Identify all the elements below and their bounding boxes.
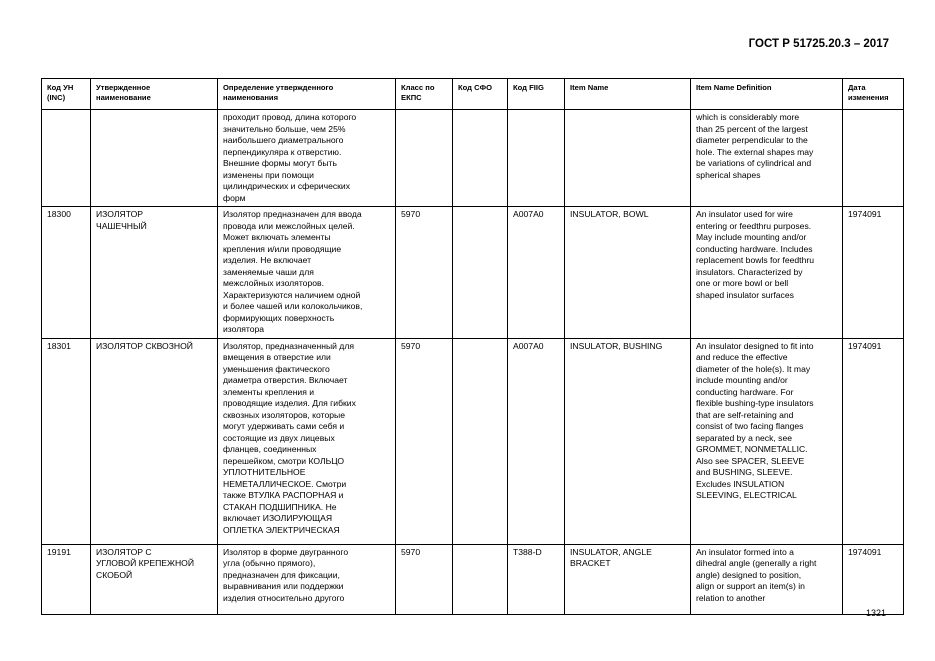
item-definition-cell: An insulator designed to fit into and reduce the effective diameter of the hole(s). It may include mounting and/or conducting hardware. For flexible bushing-type insulators that are self-retaining and consist of two facing flanges separated by a neck, see GROMMET, NONMETALLIC. Also see SPACER, SLEEVE and BUSHING, SLEEVE. Excludes INSULATION SLEEVING, ELECTRICAL [691, 338, 843, 544]
definition-ru-cell: Изолятор предназначен для ввода провода или межслойных целей. Может включать элементы крепления и/или проводящие изделия. Не включает заменяемые чаши для межслойных изоляторов. Характеризуются наличием одной и более чашей или колокольчиков, формирующих поверхность изолятора [218, 207, 396, 339]
approved-name-cell: ИЗОЛЯТОР СКВОЗНОЙ [91, 338, 218, 544]
ekps-class-cell: 5970 [396, 338, 453, 544]
table-row [42, 207, 904, 339]
approved-name-cell: ИЗОЛЯТОР С УГЛОВОЙ КРЕПЕЖНОЙ СКОБОЙ [91, 544, 218, 614]
ekps-class-cell: 5970 [396, 544, 453, 614]
column-header: Определение утвержденного наименования [218, 79, 396, 110]
standard-header: ГОСТ Р 51725.20.3 – 2017 [748, 38, 889, 50]
fiig-code-cell: A007A0 [508, 338, 565, 544]
fiig-code-cell [508, 110, 565, 207]
item-definition-cell: An insulator used for wire entering or feedthru purposes. May include mounting and/or conducting hardware. Includes replacement bowls for feedthru insulators. Characterized by one or more bowl or bell shaped insulator surfaces [691, 207, 843, 339]
definition-ru-cell: Изолятор в форме двугранного угла (обычно прямого), предназначен для фиксации, выравнивания или поддержки изделия относительно другого [218, 544, 396, 614]
sfo-code-cell [453, 110, 508, 207]
column-header: Код УН (INC) [42, 79, 91, 110]
column-header: Класс по ЕКПС [396, 79, 453, 110]
column-header: Код СФО [453, 79, 508, 110]
change-date-cell [843, 110, 904, 207]
catalog-table [41, 78, 904, 615]
column-header: Item Name [565, 79, 691, 110]
sfo-code-cell [453, 207, 508, 339]
column-header: Item Name Definition [691, 79, 843, 110]
change-date-cell: 1974091 [843, 544, 904, 614]
definition-ru-cell: проходит провод, длина которого значительно больше, чем 25% наибольшего диаметрального перпендикуляра к отверстию. Внешние формы могут быть изменены при помощи цилиндрических и сферических форм [218, 110, 396, 207]
change-date-cell: 1974091 [843, 338, 904, 544]
sfo-code-cell [453, 338, 508, 544]
item-name-cell [565, 110, 691, 207]
item-name-cell: INSULATOR, BUSHING [565, 338, 691, 544]
item-name-cell: INSULATOR, BOWL [565, 207, 691, 339]
column-header: Код FIIG [508, 79, 565, 110]
column-header: Дата изменения [843, 79, 904, 110]
item-definition-cell: An insulator formed into a dihedral angle (generally a right angle) designed to position, align or support an item(s) in relation to another [691, 544, 843, 614]
approved-name-cell: ИЗОЛЯТОР ЧАШЕЧНЫЙ [91, 207, 218, 339]
column-header: Утвержденное наименование [91, 79, 218, 110]
sfo-code-cell [453, 544, 508, 614]
approved-name-cell [91, 110, 218, 207]
table-header-row [42, 79, 904, 110]
change-date-cell: 1974091 [843, 207, 904, 339]
table-row [42, 338, 904, 544]
fiig-code-cell: T388-D [508, 544, 565, 614]
fiig-code-cell: A007A0 [508, 207, 565, 339]
table-body [42, 110, 904, 615]
definition-ru-cell: Изолятор, предназначенный для вмещения в отверстие или уменьшения фактического диаметра отверстия. Включает элементы крепления и проводящие изделия. Для гибких сквозных изоляторов, которые могут удерживать сами себя и состоящие из двух лицевых фланцев, соединенных перешейком, смотри КОЛЬЦО УПЛОТНИТЕЛЬНОЕ НЕМЕТАЛЛИЧЕСКОЕ. Смотри также ВТУЛКА РАСПОРНАЯ и СТАКАН ПОДШИПНИКА. Не включает ИЗОЛИРУЮЩАЯ ОПЛЕТКА ЭЛЕКТРИЧЕСКАЯ [218, 338, 396, 544]
inc-cell [42, 110, 91, 207]
item-name-cell: INSULATOR, ANGLE BRACKET [565, 544, 691, 614]
table-row [42, 544, 904, 614]
page-number: 1321 [866, 608, 887, 618]
inc-cell: 18300 [42, 207, 91, 339]
ekps-class-cell [396, 110, 453, 207]
inc-cell: 18301 [42, 338, 91, 544]
table-row [42, 110, 904, 207]
item-definition-cell: which is considerably more than 25 percent of the largest diameter perpendicular to the hole. The external shapes may be variations of cylindrical and spherical shapes [691, 110, 843, 207]
ekps-class-cell: 5970 [396, 207, 453, 339]
inc-cell: 19191 [42, 544, 91, 614]
